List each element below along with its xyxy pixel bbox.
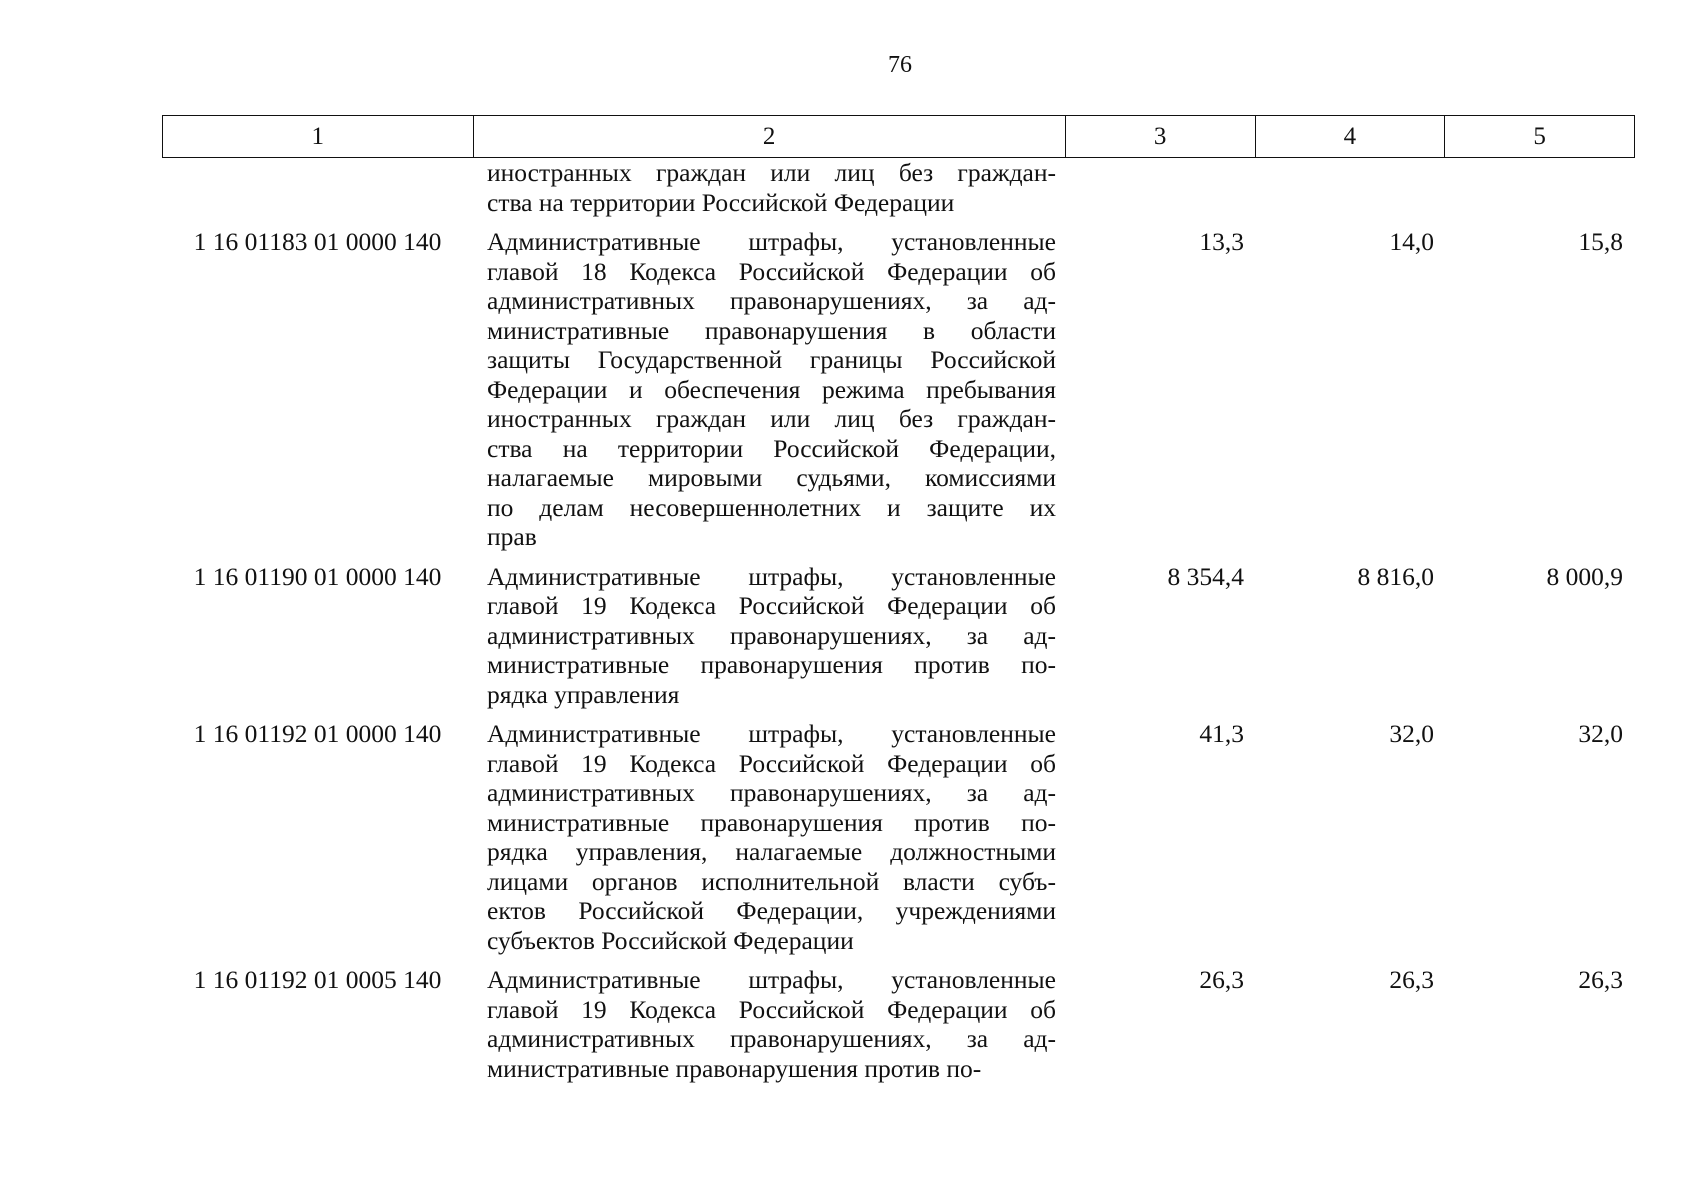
code-cell: 1 16 01192 01 0005 140 xyxy=(193,965,442,994)
value-col5: 15,8 xyxy=(1578,227,1623,256)
value-col3: 13,3 xyxy=(1199,227,1244,256)
value-col4 xyxy=(1256,158,1446,217)
description-line: главой 19 Кодекса Российской Федерации об xyxy=(487,748,1056,778)
value-col5 xyxy=(1446,158,1635,217)
description-line: министративные правонарушения против по- xyxy=(487,650,1056,679)
header-cell-1: 1 xyxy=(163,116,474,157)
table-row xyxy=(162,719,1635,955)
page-number: 76 xyxy=(888,52,912,78)
description-line: главой 18 Кодекса Российской Федерации об xyxy=(487,256,1056,286)
description-line: Федерации и обеспечения режима пребывания xyxy=(487,374,1056,404)
description-line: административных правонарушениях, за ад- xyxy=(487,1024,1056,1053)
table-body xyxy=(162,158,1635,1083)
description-line: рядка управления, налагаемые должностными xyxy=(487,837,1056,866)
description-line: ства на территории Российской Федерации xyxy=(487,187,955,217)
header-cell-5: 5 xyxy=(1533,122,1546,150)
description-line: административных правонарушениях, за ад- xyxy=(487,620,1056,650)
description-line: рядка управления xyxy=(487,679,680,709)
table-row xyxy=(162,562,1635,710)
description-line: субъектов Российской Федерации xyxy=(487,925,854,955)
header-cell-3: 3 xyxy=(1066,116,1256,157)
description-line: защиты Государственной границы Российской xyxy=(487,345,1056,374)
value-col5: 32,0 xyxy=(1578,719,1623,748)
value-col4: 26,3 xyxy=(1389,965,1434,994)
description-line: министративные правонарушения против по- xyxy=(487,807,1056,837)
value-col3 xyxy=(1066,158,1256,217)
value-col4: 8 816,0 xyxy=(1357,561,1434,591)
value-col5: 8 000,9 xyxy=(1546,561,1623,591)
header-cell-4: 4 xyxy=(1256,116,1446,157)
description-cell xyxy=(473,158,1066,217)
description-line: административных правонарушениях, за ад- xyxy=(487,778,1056,807)
description-line: налагаемые мировыми судьями, комиссиями xyxy=(487,463,1056,492)
description-line: административных правонарушениях, за ад- xyxy=(487,286,1056,315)
description-line: главой 19 Кодекса Российской Федерации об xyxy=(487,994,1056,1024)
description-line: иностранных граждан или лиц без граждан- xyxy=(487,158,1056,187)
description-cell xyxy=(473,227,1066,552)
value-col3: 41,3 xyxy=(1199,719,1244,748)
value-col4: 14,0 xyxy=(1389,227,1434,256)
description-cell xyxy=(473,965,1066,1083)
description-line: министративные правонарушения против по- xyxy=(487,1053,982,1083)
description-line: министративные правонарушения в области xyxy=(487,315,1056,345)
header-cell-2: 2 xyxy=(474,116,1066,157)
description-line: ства на территории Российской Федерации, xyxy=(487,433,1056,463)
table-row xyxy=(162,227,1635,552)
description-line: Административные штрафы, установленные xyxy=(487,561,1056,591)
description-line: ектов Российской Федерации, учреждениями xyxy=(487,896,1056,925)
description-cell xyxy=(473,562,1066,710)
code-cell: 1 16 01190 01 0000 140 xyxy=(193,561,442,591)
continuation-row xyxy=(162,158,1635,217)
value-col5: 26,3 xyxy=(1578,965,1623,994)
description-line: Административные штрафы, установленные xyxy=(487,719,1056,748)
value-col4: 32,0 xyxy=(1389,719,1434,748)
description-cell xyxy=(473,719,1066,955)
description-line: по делам несовершеннолетних и защите их xyxy=(487,492,1056,522)
description-line: лицами органов исполнительной власти субъ- xyxy=(487,866,1056,896)
table-header-row xyxy=(162,115,1635,158)
code-cell: 1 16 01183 01 0000 140 xyxy=(193,227,442,256)
description-line: Административные штрафы, установленные xyxy=(487,965,1056,994)
description-line: главой 19 Кодекса Российской Федерации об xyxy=(487,591,1056,620)
value-col3: 26,3 xyxy=(1199,965,1244,994)
table-row xyxy=(162,965,1635,1083)
value-col3: 8 354,4 xyxy=(1167,561,1244,591)
budget-table xyxy=(162,115,1635,1083)
code-cell: 1 16 01192 01 0000 140 xyxy=(193,719,442,748)
description-line: прав xyxy=(487,522,537,551)
code-cell xyxy=(162,158,473,217)
description-line: иностранных граждан или лиц без граждан- xyxy=(487,404,1056,433)
description-line: Административные штрафы, установленные xyxy=(487,227,1056,256)
